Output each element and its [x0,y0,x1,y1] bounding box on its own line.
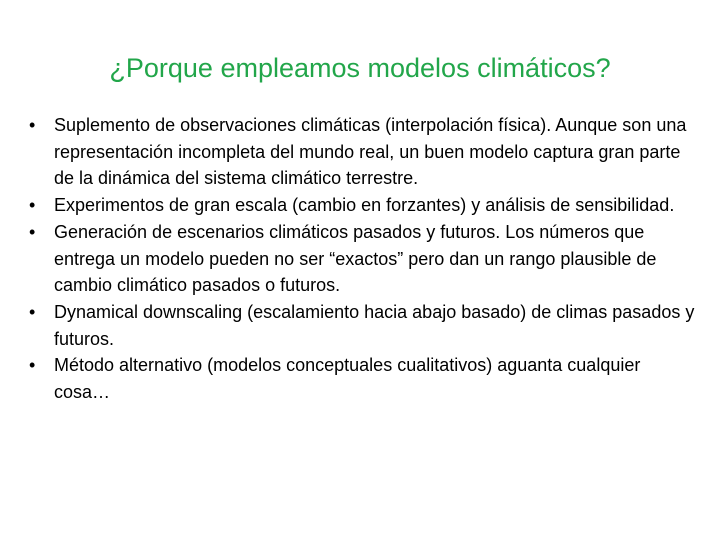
bullet-text: Dynamical downscaling (escalamiento hacia abajo basado) de climas pasados y futuros. [54,301,695,349]
bullet-text: Suplemento de observaciones climáticas (interpolación física). Aunque son una representación incompleta del mundo real, un buen modelo captura gran parte de la dinámica del sistema climático terrestre. [54,115,687,189]
bullet-text: Método alternativo (modelos conceptuales cualitativos) aguanta cualquier cosa… [54,355,641,403]
bullet-text: Generación de escenarios climáticos pasados y futuros. Los números que entrega un modelo pueden no ser “exactos” pero dan un rango plausible de cambio climático pasados o futuros. [54,221,657,296]
bullet-dot-icon: • [29,221,36,242]
bullet-item [29,112,695,192]
bullet-dot-icon: • [29,115,36,135]
bullet-text: Experimentos de gran escala (cambio en forzantes) y análisis de sensibilidad. [54,195,675,216]
bullet-item [29,299,695,352]
slide-title: ¿Porque empleamos modelos climáticos? [109,53,611,83]
bullet-dot-icon: • [29,301,36,322]
bullet-item [29,352,695,405]
bullet-dot-icon: • [29,355,36,376]
bullet-item [29,192,695,219]
bullet-dot-icon: • [29,195,36,216]
bullet-item [29,219,695,299]
bullet-list [29,112,695,406]
